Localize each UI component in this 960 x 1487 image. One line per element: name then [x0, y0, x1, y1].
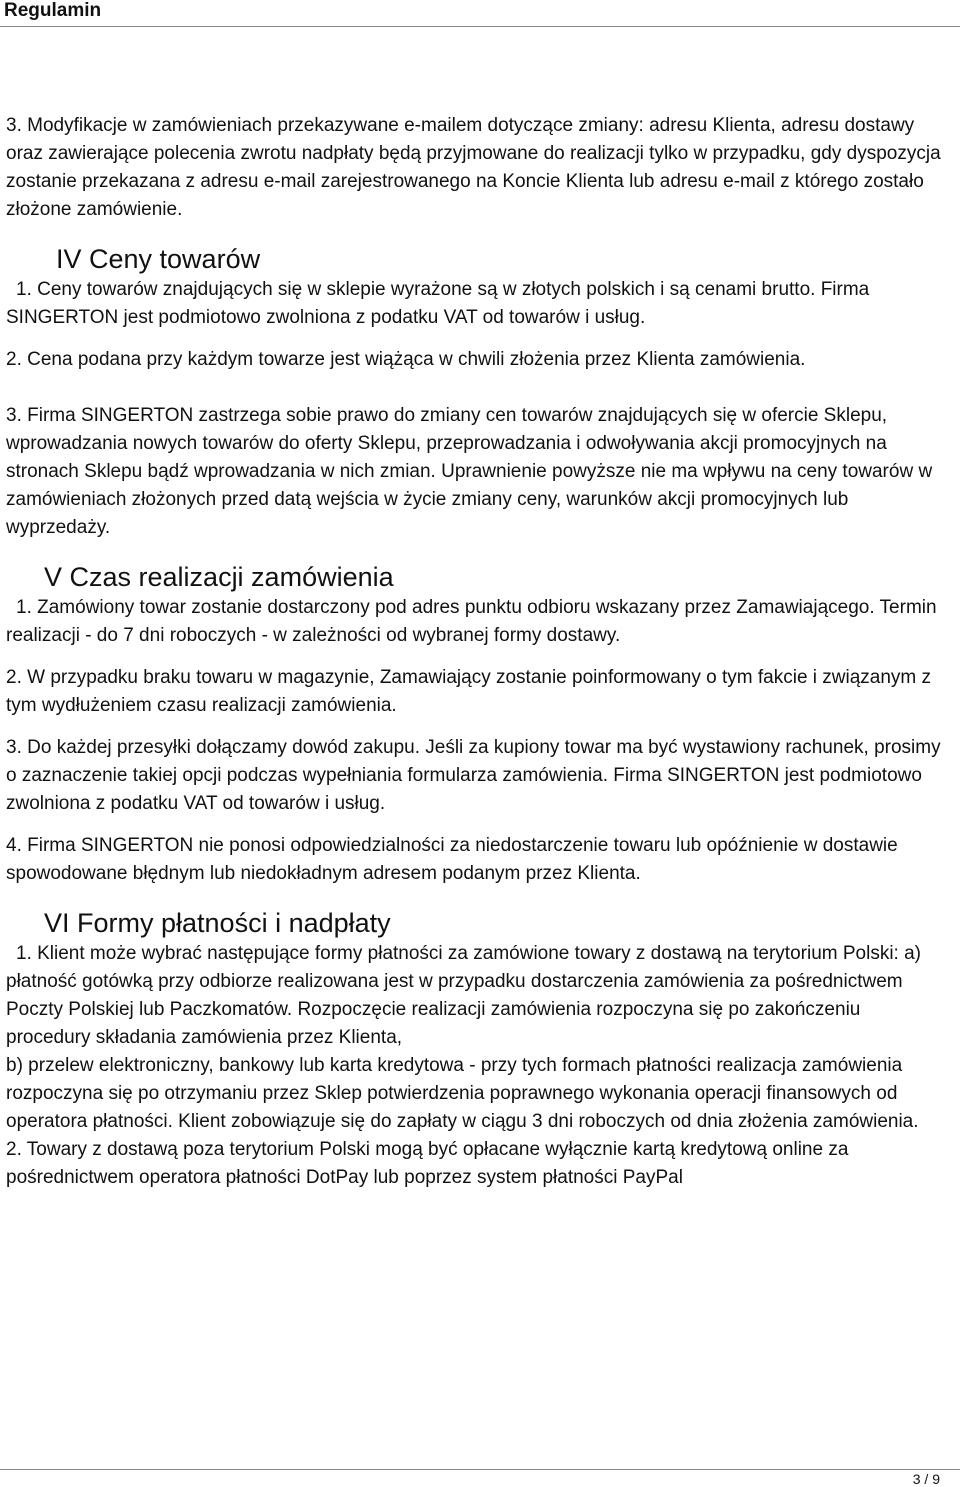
document-title: Regulamin: [4, 0, 102, 21]
footer-divider: [0, 1469, 960, 1470]
paragraph-payment-1b: b) przelew elektroniczny, bankowy lub karta kredytowa - przy tych formach płatności realizacja zamówienia rozpoczyna się po otrzymaniu przez Sklep potwierdzenia poprawnego wykonania operacji finansowych od operatora płatności. Klient zobowiązuje się do zapłaty w ciągu 3 dni roboczych od dnia złożenia zamówienia.: [6, 1055, 919, 1132]
document-body: [6, 112, 950, 1192]
section-heading-payment: VI Formy płatności i nadpłaty: [44, 908, 391, 938]
paragraph-prices-2: 2. Cena podana przy każdym towarze jest wiążąca w chwili złożenia przez Klienta zamówienia.: [6, 349, 806, 370]
paragraph-prices-3: 3. Firma SINGERTON zastrzega sobie prawo do zmiany cen towarów znajdujących się w ofercie Sklepu, wprowadzania nowych towarów do oferty Sklepu, przeprowadzania i odwoływania akcji promocyjnych na stronach Sklepu bądź wprowadzania w nich zmian. Uprawnienie powyższe nie ma wpływu na ceny towarów w zamówieniach złożonych przed datą wejścia w życie zmiany ceny, warunków akcji promocyjnych lub wyprzedaży.: [6, 405, 938, 538]
page-header: [0, 0, 960, 28]
section-heading-delivery-time: V Czas realizacji zamówienia: [44, 562, 394, 592]
paragraph-payment-1: 1. Klient może wybrać następujące formy płatności za zamówione towary z dostawą na terytorium Polski: a) płatność gotówką przy odbiorze realizowana jest w przypadku dostarczenia zamówienia za pośrednictwem Poczty Polskiej lub Paczkomatów. Rozpoczęcie realizacji zamówienia rozpoczyna się po zakończeniu procedury składania zamówienia przez Klienta,: [6, 943, 927, 1048]
section-heading-prices: IV Ceny towarów: [56, 244, 261, 274]
paragraph-prices-1: 1. Ceny towarów znajdujących się w sklepie wyrażone są w złotych polskich i są cenami brutto. Firma SINGERTON jest podmiotowo zwolniona z podatku VAT od towarów i usług.: [6, 279, 875, 328]
header-divider: [0, 26, 960, 27]
paragraph-payment-2: 2. Towary z dostawą poza terytorium Polski mogą być opłacane wyłącznie kartą kredytową online za pośrednictwem operatora płatności DotPay lub poprzez system płatności PayPal: [6, 1139, 854, 1188]
paragraph-delivery-1: 1. Zamówiony towar zostanie dostarczony pod adres punktu odbioru wskazany przez Zamawiającego. Termin realizacji - do 7 dni roboczych - w zależności od wybranej formy dostawy.: [6, 597, 942, 646]
page-number: 3 / 9: [912, 1471, 940, 1487]
paragraph-delivery-2: 2. W przypadku braku towaru w magazynie, Zamawiający zostanie poinformowany o tym fakcie i związanym z tym wydłużeniem czasu realizacji zamówienia.: [6, 667, 937, 716]
paragraph-delivery-3: 3. Do każdej przesyłki dołączamy dowód zakupu. Jeśli za kupiony towar ma być wystawiony rachunek, prosimy o zaznaczenie takiej opcji podczas wypełniania formularza zamówienia. Firma SINGERTON jest podmiotowo zwolniona z podatku VAT od towarów i usług.: [6, 737, 946, 814]
paragraph-delivery-4: 4. Firma SINGERTON nie ponosi odpowiedzialności za niedostarczenie towaru lub opóźnienie w dostawie spowodowane błędnym lub niedokładnym adresem podanym przez Klienta.: [6, 835, 903, 884]
paragraph-modifications: 3. Modyfikacje w zamówieniach przekazywane e-mailem dotyczące zmiany: adresu Klienta, adresu dostawy oraz zawierające polecenia zwrotu nadpłaty będą przyjmowane do realizacji tylko w przypadku, gdy dyspozycja zostanie przekazana z adresu e-mail zarejestrowanego na Koncie Klienta lub adresu e-mail z którego zostało złożone zamówienie.: [6, 115, 946, 220]
